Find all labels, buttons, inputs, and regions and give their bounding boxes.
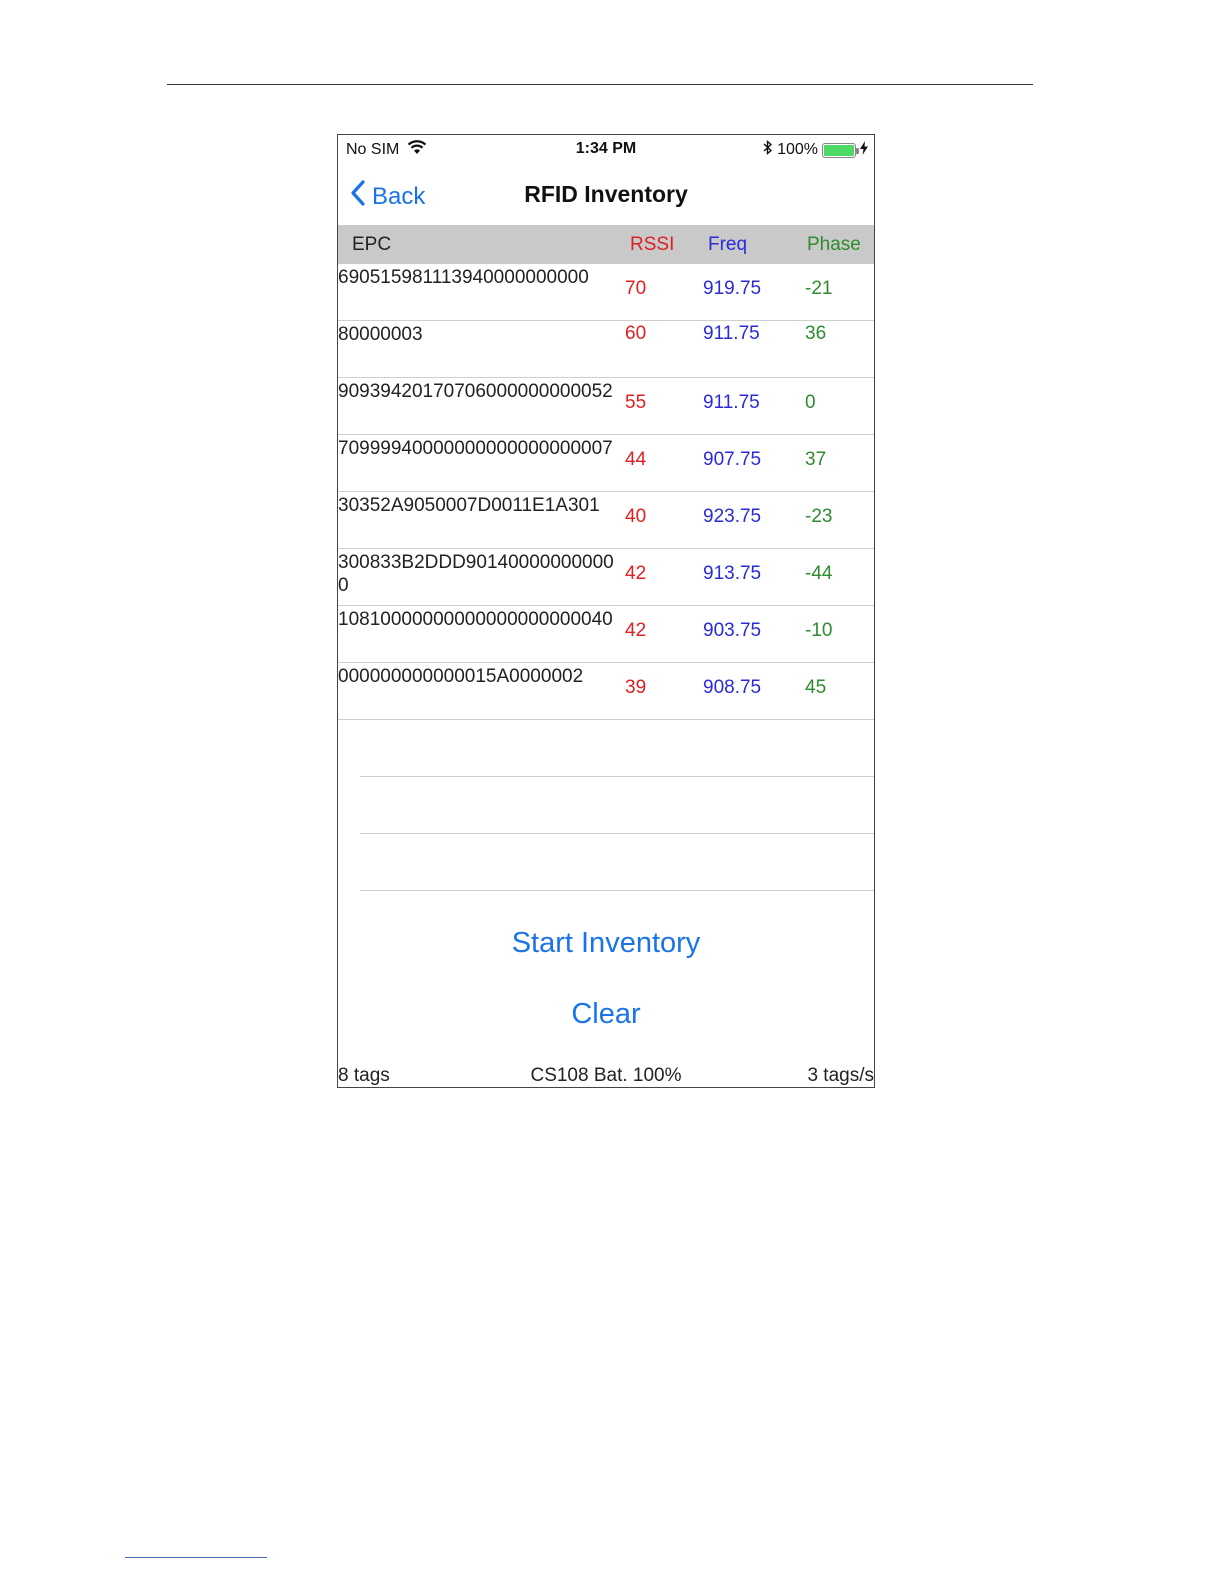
phase-cell: -44 bbox=[805, 563, 833, 584]
table-row[interactable] bbox=[338, 549, 874, 606]
column-header-phase: Phase bbox=[807, 234, 861, 255]
freq-cell: 903.75 bbox=[703, 620, 762, 641]
back-label: Back bbox=[372, 182, 426, 210]
table-header bbox=[338, 225, 874, 264]
rssi-cell: 40 bbox=[625, 506, 647, 527]
rssi-cell: 42 bbox=[625, 620, 647, 641]
rssi-cell: 39 bbox=[625, 677, 647, 698]
empty-row bbox=[360, 720, 874, 777]
freq-cell: 911.75 bbox=[703, 392, 760, 413]
table-row[interactable] bbox=[338, 663, 874, 720]
rssi-cell: 60 bbox=[625, 323, 647, 344]
phone-screen bbox=[337, 134, 875, 1088]
battery-level-fill bbox=[824, 145, 854, 156]
freq-cell: 911.75 bbox=[703, 323, 760, 344]
tag-list[interactable] bbox=[338, 264, 874, 891]
page-title: RFID Inventory bbox=[524, 181, 688, 207]
table-row[interactable] bbox=[338, 606, 874, 663]
table-row[interactable] bbox=[338, 321, 874, 378]
clear-button[interactable]: Clear bbox=[571, 998, 641, 1030]
phase-cell: -21 bbox=[805, 278, 833, 299]
charging-bolt-icon bbox=[860, 141, 868, 160]
rssi-cell: 44 bbox=[625, 449, 647, 470]
bluetooth-icon bbox=[763, 140, 773, 160]
column-header-freq: Freq bbox=[708, 234, 748, 255]
status-footer bbox=[338, 1063, 874, 1087]
start-inventory-button[interactable]: Start Inventory bbox=[511, 927, 701, 959]
device-battery: CS108 Bat. 100% bbox=[530, 1065, 682, 1086]
page-top-rule bbox=[167, 84, 1033, 85]
phase-cell: 37 bbox=[805, 449, 827, 470]
read-rate: 3 tags/s bbox=[807, 1065, 874, 1086]
epc-cell: 000000000000015A0000002 bbox=[338, 666, 584, 687]
epc-cell: 10810000000000000000000040 bbox=[338, 609, 613, 630]
navigation-bar bbox=[338, 165, 874, 225]
phase-cell: 45 bbox=[805, 677, 827, 698]
battery-percent: 100% bbox=[777, 141, 818, 158]
rssi-cell: 55 bbox=[625, 392, 647, 413]
freq-cell: 907.75 bbox=[703, 449, 762, 470]
phase-cell: -10 bbox=[805, 620, 833, 641]
empty-row bbox=[360, 834, 874, 891]
column-header-epc: EPC bbox=[352, 234, 392, 255]
table-row[interactable] bbox=[338, 264, 874, 321]
epc-cell: 30352A9050007D0011E1A301 bbox=[338, 495, 600, 516]
freq-cell: 919.75 bbox=[703, 278, 762, 299]
status-bar bbox=[338, 135, 874, 165]
empty-row bbox=[360, 777, 874, 834]
phase-cell: 0 bbox=[805, 392, 816, 413]
freq-cell: 923.75 bbox=[703, 506, 762, 527]
table-row[interactable] bbox=[338, 492, 874, 549]
tag-count: 8 tags bbox=[338, 1065, 390, 1086]
page-bottom-rule bbox=[125, 1557, 267, 1558]
phase-cell: -23 bbox=[805, 506, 833, 527]
carrier-label: No SIM bbox=[346, 141, 400, 158]
rssi-cell: 42 bbox=[625, 563, 647, 584]
epc-cell: 300833B2DDD901400000000000 bbox=[338, 552, 614, 596]
phase-cell: 36 bbox=[805, 323, 827, 344]
table-row[interactable] bbox=[338, 378, 874, 435]
epc-cell: 90939420170706000000000052 bbox=[338, 381, 613, 402]
rssi-cell: 70 bbox=[625, 278, 647, 299]
status-time: 1:34 PM bbox=[575, 140, 637, 157]
table-row[interactable] bbox=[338, 435, 874, 492]
epc-cell: 70999940000000000000000007 bbox=[338, 438, 613, 459]
freq-cell: 913.75 bbox=[703, 563, 762, 584]
freq-cell: 908.75 bbox=[703, 677, 762, 698]
epc-cell: 80000003 bbox=[338, 324, 423, 345]
battery-icon bbox=[822, 143, 856, 158]
epc-cell: 690515981113940000000000 bbox=[338, 267, 589, 288]
column-header-rssi: RSSI bbox=[630, 234, 675, 255]
